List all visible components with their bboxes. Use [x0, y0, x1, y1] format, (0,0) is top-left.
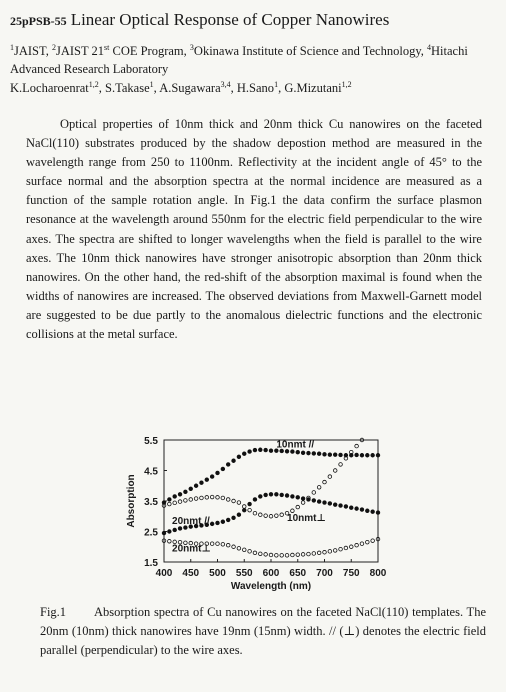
x-tick-label: 450 [182, 568, 200, 579]
data-point [317, 500, 321, 504]
data-point [360, 453, 364, 457]
data-point [248, 450, 252, 454]
data-point [194, 497, 198, 501]
data-point [168, 539, 172, 543]
y-tick-label: 4.5 [144, 466, 158, 478]
data-point [360, 508, 364, 512]
data-point [205, 478, 209, 482]
data-point [296, 450, 300, 454]
title-line [10, 10, 389, 30]
data-point [285, 553, 289, 557]
data-point [333, 469, 337, 473]
data-point [232, 499, 236, 503]
data-point [365, 509, 369, 513]
data-point [355, 543, 359, 547]
figure-1 [120, 432, 390, 602]
data-point [232, 545, 236, 549]
data-point [253, 498, 257, 502]
data-point [205, 496, 209, 500]
data-point [216, 521, 220, 525]
data-point [237, 513, 241, 517]
y-tick-label: 2.5 [144, 527, 158, 539]
author-list: K.Locharoenrat$^{1,2}$, S.Takase$^1$, A.Sugawara$^{3,4}$, H.Sano$^1$, G.Mizutani$^{1,2}$ [10, 79, 352, 95]
data-point [221, 543, 225, 547]
data-point [269, 492, 273, 496]
data-point [371, 453, 375, 457]
caption-text: Absorption spectra of Cu nanowires on the faceted NaCl(110) templates. The 20nm (10nm) thick nanowires have 19nm (15nm) width. // (⊥) denotes the electric field parallel (perpendicular) to the wire axes. [40, 605, 486, 657]
author-name: H.Sano [236, 81, 275, 95]
data-point [221, 467, 225, 471]
data-point [237, 455, 241, 459]
series-annotation: 20nmt // [172, 515, 210, 527]
data-point [376, 511, 380, 515]
data-point [184, 490, 188, 494]
aff-num-4: 4 [427, 42, 432, 52]
series-annotation: 10nmt // [276, 439, 315, 451]
data-point [173, 528, 177, 532]
data-point [301, 553, 305, 557]
data-point [216, 542, 220, 546]
data-point [269, 514, 273, 518]
data-point [360, 542, 364, 546]
data-point [200, 481, 204, 485]
data-point [323, 452, 327, 456]
x-axis-label: Wavelength (nm) [230, 581, 312, 592]
data-point [226, 518, 230, 522]
x-tick-label: 750 [342, 568, 360, 579]
data-point [339, 453, 343, 457]
data-point [216, 471, 220, 475]
data-point [178, 492, 182, 496]
caption-label: Fig.1 [40, 605, 67, 619]
data-point [189, 498, 193, 502]
data-point [173, 501, 177, 505]
data-point [253, 511, 257, 515]
data-point [189, 487, 193, 491]
data-point [365, 453, 369, 457]
data-point [355, 453, 359, 457]
data-point [301, 497, 305, 501]
data-point [253, 551, 257, 555]
data-point [280, 493, 284, 497]
y-tick-label: 1.5 [144, 558, 158, 569]
data-point [328, 550, 332, 554]
data-point [371, 539, 375, 543]
data-point [242, 548, 246, 552]
data-point [178, 527, 182, 531]
y-tick-label: 3.5 [144, 497, 158, 508]
data-point [339, 547, 343, 551]
data-point [323, 550, 327, 554]
data-point [339, 504, 343, 508]
data-point [312, 452, 316, 456]
data-point [274, 492, 278, 496]
data-point [264, 553, 268, 557]
data-point [258, 495, 262, 499]
data-point [312, 498, 316, 502]
data-point [333, 549, 337, 553]
data-point [168, 502, 172, 506]
data-point [317, 452, 321, 456]
data-point [280, 513, 284, 517]
data-point [307, 552, 311, 556]
absorption-chart [120, 432, 390, 602]
data-point [376, 453, 380, 457]
aff-text-2: JAIST 21 [55, 44, 105, 58]
data-point [291, 553, 295, 557]
abstract-code: 25pPSB-55 [10, 14, 67, 28]
data-point [371, 510, 375, 514]
x-tick-label: 550 [235, 568, 253, 579]
aff-ordinal: st [104, 42, 110, 52]
data-point [317, 551, 321, 555]
data-point [301, 451, 305, 455]
data-point [307, 498, 311, 502]
author-aff: 1 [274, 79, 279, 89]
data-point [162, 531, 166, 535]
data-point [285, 494, 289, 498]
data-point [242, 505, 246, 509]
data-point [355, 507, 359, 511]
data-point [328, 502, 332, 506]
series-annotation: 10nmt⊥ [287, 512, 326, 524]
data-point [248, 550, 252, 554]
data-point [269, 449, 273, 453]
data-point [258, 448, 262, 452]
x-tick-label: 600 [262, 568, 280, 579]
aff-num-3: 3 [189, 42, 194, 52]
y-axis-label: Absorption [126, 474, 137, 528]
data-point [194, 484, 198, 488]
data-point [210, 475, 214, 479]
x-tick-label: 700 [316, 568, 333, 579]
affiliations [10, 42, 500, 78]
aff-text-3: Okinawa Institute of Science and Technology, [193, 44, 428, 58]
aff-text-2b: COE Program, [109, 44, 190, 58]
paper-title: Linear Optical Response of Copper Nanowires [70, 10, 390, 29]
aff-num-1: 1 [10, 42, 14, 52]
y-tick-label: 5.5 [144, 436, 158, 447]
data-point [307, 451, 311, 455]
data-point [232, 516, 236, 520]
aff-text-1: JAIST, [14, 44, 52, 58]
data-point [333, 453, 337, 457]
data-point [210, 495, 214, 499]
x-tick-label: 800 [369, 568, 387, 579]
data-point [349, 506, 353, 510]
data-point [317, 485, 321, 489]
author-aff: 1 [149, 79, 154, 89]
data-point [269, 553, 273, 557]
figure-caption [40, 603, 486, 660]
data-point [264, 448, 268, 452]
data-point [242, 508, 246, 512]
data-point [221, 496, 225, 500]
author-name: G.Mizutani [284, 81, 342, 95]
data-point [333, 503, 337, 507]
data-point [323, 501, 327, 505]
data-point [259, 552, 263, 556]
author-aff: 1,2 [341, 79, 352, 89]
data-point [312, 552, 316, 556]
data-point [232, 459, 236, 463]
author-name: A.Sugawara [159, 81, 221, 95]
aff-text-4: Hitachi Advanced Research Laboratory [10, 44, 468, 76]
author-aff: 1,2 [88, 79, 99, 89]
data-point [264, 514, 268, 518]
aff-num-2: 2 [51, 42, 56, 52]
data-point [301, 501, 305, 505]
x-tick-label: 400 [155, 568, 173, 579]
data-point [226, 463, 230, 467]
data-point [264, 493, 268, 497]
author-name: K.Locharoenrat [10, 81, 89, 95]
data-point [344, 546, 348, 550]
data-point [366, 540, 370, 544]
data-point [291, 495, 295, 499]
data-point [339, 463, 343, 467]
data-point [184, 499, 188, 503]
data-point [226, 498, 230, 502]
data-point [200, 496, 204, 500]
data-point [237, 546, 241, 550]
data-point [253, 448, 257, 452]
data-point [296, 495, 300, 499]
x-tick-label: 500 [209, 568, 226, 579]
data-point [248, 502, 252, 506]
abstract-body: Optical properties of 10nm thick and 20nm thick Cu nanowires on the faceted NaCl(110) substrates produced by the shadow depostion method are measured in the wavelength range from 250 to 1100nm. Reflectivity at the incident angle of 45° to the surface normal and the absorption spectra at the normal incidence are measured as a function of the sample rotation angle. In Fig.1 the data confirm the surface plasmon resonance at the wavelength around 550nm for the electric field perpendicular to the wire axes. The spectra are shifted to longer wavelengths when the field is parallel to the wire axes. The 10nm thick nanowires have stronger anisotropic absorption than 20nm thick nanowires. On the other hand, the red-shift of the absorption maximal is found when the widths of nanowires are increased. The observed deviations from Maxwell-Garnett model are suggested to be due partly to the anomalous dielectric functions and the electronic collisions at the metal surface. [26, 117, 482, 342]
data-point [216, 496, 220, 500]
data-point [167, 498, 171, 502]
data-point [178, 500, 182, 504]
data-point [226, 543, 230, 547]
series-annotation: 20nmt⊥ [172, 543, 211, 555]
data-point [167, 530, 171, 534]
data-point [275, 514, 279, 518]
data-point [248, 508, 252, 512]
data-point [210, 522, 214, 526]
data-point [296, 553, 300, 557]
x-tick-label: 650 [289, 568, 307, 579]
data-point [296, 505, 300, 509]
author-aff: 3,4 [220, 79, 231, 89]
data-point [328, 453, 332, 457]
data-point [242, 452, 246, 456]
data-point [328, 475, 332, 479]
data-point [312, 491, 316, 495]
data-point [280, 553, 284, 557]
data-point [275, 553, 279, 557]
data-point [355, 444, 359, 448]
data-point [349, 545, 353, 549]
data-point [173, 495, 177, 499]
data-point [259, 513, 263, 517]
data-point [323, 480, 327, 484]
data-point [221, 520, 225, 524]
data-point [210, 542, 214, 546]
author-name: S.Takase [105, 81, 150, 95]
data-point [344, 505, 348, 509]
data-point [237, 501, 241, 505]
